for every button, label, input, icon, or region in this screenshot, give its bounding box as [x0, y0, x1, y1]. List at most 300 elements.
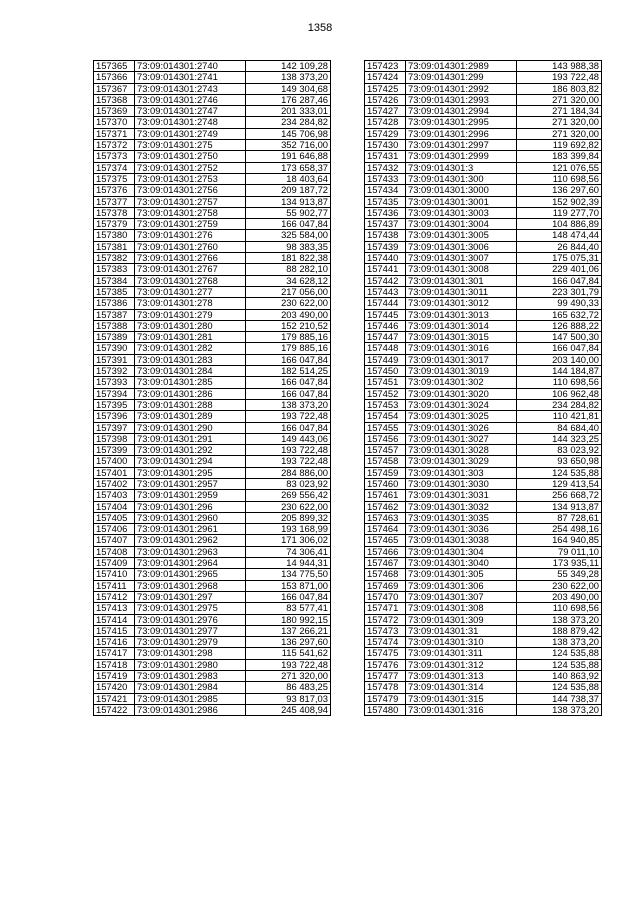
table-row	[94, 219, 331, 230]
value-cell: 104 886,89	[517, 219, 602, 230]
value-cell: 193 168,99	[246, 524, 331, 535]
row-number-cell: 157461	[365, 490, 406, 501]
value-cell: 124 535,88	[517, 659, 602, 670]
cadastral-number-cell: 73:09:014301:3029	[406, 456, 517, 467]
value-cell: 26 844,40	[517, 241, 602, 252]
row-number-cell: 157440	[365, 253, 406, 264]
row-number-cell: 157471	[365, 603, 406, 614]
cadastral-number-cell: 73:09:014301:294	[135, 456, 246, 467]
table-row	[94, 94, 331, 105]
row-number-cell: 157447	[365, 332, 406, 343]
row-number-cell: 157377	[94, 196, 135, 207]
table-row	[94, 558, 331, 569]
cadastral-number-cell: 73:09:014301:282	[135, 343, 246, 354]
value-cell: 175 075,31	[517, 253, 602, 264]
row-number-cell: 157430	[365, 140, 406, 151]
cadastral-number-cell: 73:09:014301:2767	[135, 264, 246, 275]
cadastral-number-cell: 73:09:014301:2976	[135, 614, 246, 625]
row-number-cell: 157434	[365, 185, 406, 196]
table-row	[365, 433, 602, 444]
row-number-cell: 157409	[94, 558, 135, 569]
value-cell: 144 738,37	[517, 693, 602, 704]
row-number-cell: 157451	[365, 377, 406, 388]
row-number-cell: 157391	[94, 354, 135, 365]
cadastral-number-cell: 73:09:014301:2996	[406, 128, 517, 139]
value-cell: 173 935,11	[517, 558, 602, 569]
cadastral-number-cell: 73:09:014301:278	[135, 298, 246, 309]
cadastral-number-cell: 73:09:014301:2995	[406, 117, 517, 128]
cadastral-number-cell: 73:09:014301:3020	[406, 388, 517, 399]
cadastral-number-cell: 73:09:014301:2980	[135, 659, 246, 670]
row-number-cell: 157387	[94, 309, 135, 320]
value-cell: 115 541,62	[246, 648, 331, 659]
value-cell: 191 646,88	[246, 151, 331, 162]
row-number-cell: 157443	[365, 286, 406, 297]
table-row	[94, 117, 331, 128]
cadastral-number-cell: 73:09:014301:291	[135, 433, 246, 444]
table-row	[94, 366, 331, 377]
table-row	[94, 659, 331, 670]
value-cell: 176 287,46	[246, 94, 331, 105]
row-number-cell: 157436	[365, 207, 406, 218]
row-number-cell: 157433	[365, 173, 406, 184]
cadastral-number-cell: 73:09:014301:2752	[135, 162, 246, 173]
cadastral-number-cell: 73:09:014301:312	[406, 659, 517, 670]
cadastral-number-cell: 73:09:014301:301	[406, 275, 517, 286]
table-row	[94, 512, 331, 523]
cadastral-number-cell: 73:09:014301:2992	[406, 83, 517, 94]
table-row	[365, 151, 602, 162]
row-number-cell: 157422	[94, 704, 135, 715]
row-number-cell: 157424	[365, 72, 406, 83]
row-number-cell: 157385	[94, 286, 135, 297]
table-row	[94, 298, 331, 309]
value-cell: 179 885,16	[246, 332, 331, 343]
value-cell: 164 940,85	[517, 535, 602, 546]
value-cell: 86 483,25	[246, 682, 331, 693]
cadastral-number-cell: 73:09:014301:277	[135, 286, 246, 297]
cadastral-number-cell: 73:09:014301:313	[406, 671, 517, 682]
value-cell: 87 728,61	[517, 512, 602, 523]
cadastral-number-cell: 73:09:014301:2983	[135, 671, 246, 682]
row-number-cell: 157395	[94, 399, 135, 410]
row-number-cell: 157415	[94, 625, 135, 636]
value-cell: 126 888,22	[517, 320, 602, 331]
row-number-cell: 157423	[365, 61, 406, 72]
cadastral-number-cell: 73:09:014301:3005	[406, 230, 517, 241]
value-cell: 271 320,00	[517, 94, 602, 105]
value-cell: 79 011,10	[517, 546, 602, 557]
table-row	[365, 569, 602, 580]
cadastral-number-cell: 73:09:014301:2747	[135, 106, 246, 117]
table-row	[365, 286, 602, 297]
table-row	[365, 558, 602, 569]
value-cell: 166 047,84	[246, 377, 331, 388]
value-cell: 137 266,21	[246, 625, 331, 636]
cadastral-number-cell: 73:09:014301:298	[135, 648, 246, 659]
value-cell: 166 047,84	[517, 343, 602, 354]
cadastral-number-cell: 73:09:014301:2766	[135, 253, 246, 264]
value-cell: 55 349,28	[517, 569, 602, 580]
row-number-cell: 157370	[94, 117, 135, 128]
cadastral-number-cell: 73:09:014301:2748	[135, 117, 246, 128]
value-cell: 14 944,31	[246, 558, 331, 569]
cadastral-number-cell: 73:09:014301:308	[406, 603, 517, 614]
table-row	[365, 61, 602, 72]
value-cell: 193 722,48	[246, 445, 331, 456]
table-row	[94, 343, 331, 354]
table-row	[94, 320, 331, 331]
cadastral-number-cell: 73:09:014301:304	[406, 546, 517, 557]
value-cell: 171 306,02	[246, 535, 331, 546]
row-number-cell: 157366	[94, 72, 135, 83]
cadastral-number-cell: 73:09:014301:3031	[406, 490, 517, 501]
value-cell: 166 047,84	[246, 354, 331, 365]
table-row	[94, 671, 331, 682]
cadastral-number-cell: 73:09:014301:302	[406, 377, 517, 388]
value-cell: 193 722,48	[246, 456, 331, 467]
cadastral-number-cell: 73:09:014301:3017	[406, 354, 517, 365]
table-row	[94, 693, 331, 704]
table-row	[94, 580, 331, 591]
cadastral-number-cell: 73:09:014301:3006	[406, 241, 517, 252]
table-row	[94, 399, 331, 410]
cadastral-number-cell: 73:09:014301:314	[406, 682, 517, 693]
row-number-cell: 157399	[94, 445, 135, 456]
row-number-cell: 157464	[365, 524, 406, 535]
cadastral-number-cell: 73:09:014301:315	[406, 693, 517, 704]
cadastral-number-cell: 73:09:014301:3008	[406, 264, 517, 275]
value-cell: 145 706,98	[246, 128, 331, 139]
row-number-cell: 157426	[365, 94, 406, 105]
table-row	[94, 286, 331, 297]
table-row	[94, 241, 331, 252]
table-row	[94, 411, 331, 422]
cadastral-number-cell: 73:09:014301:311	[406, 648, 517, 659]
cadastral-number-cell: 73:09:014301:297	[135, 591, 246, 602]
cadastral-number-cell: 73:09:014301:2768	[135, 275, 246, 286]
value-cell: 142 109,28	[246, 61, 331, 72]
table-row	[365, 512, 602, 523]
cadastral-number-cell: 73:09:014301:3001	[406, 196, 517, 207]
value-cell: 165 632,72	[517, 309, 602, 320]
row-number-cell: 157435	[365, 196, 406, 207]
cadastral-number-cell: 73:09:014301:2963	[135, 546, 246, 557]
cadastral-number-cell: 73:09:014301:2964	[135, 558, 246, 569]
cadastral-number-cell: 73:09:014301:3019	[406, 366, 517, 377]
row-number-cell: 157420	[94, 682, 135, 693]
table-row	[365, 241, 602, 252]
value-cell: 93 650,98	[517, 456, 602, 467]
row-number-cell: 157380	[94, 230, 135, 241]
table-row	[94, 128, 331, 139]
value-cell: 93 817,03	[246, 693, 331, 704]
table-row	[365, 106, 602, 117]
cadastral-number-cell: 73:09:014301:3038	[406, 535, 517, 546]
row-number-cell: 157454	[365, 411, 406, 422]
cadastral-number-cell: 73:09:014301:2999	[406, 151, 517, 162]
row-number-cell: 157438	[365, 230, 406, 241]
table-row	[365, 625, 602, 636]
table-row	[365, 354, 602, 365]
value-cell: 203 140,00	[517, 354, 602, 365]
row-number-cell: 157442	[365, 275, 406, 286]
register-table-right	[364, 60, 602, 716]
row-number-cell: 157383	[94, 264, 135, 275]
cadastral-number-cell: 73:09:014301:3024	[406, 399, 517, 410]
cadastral-number-cell: 73:09:014301:289	[135, 411, 246, 422]
cadastral-number-cell: 73:09:014301:2758	[135, 207, 246, 218]
value-cell: 129 413,54	[517, 478, 602, 489]
value-cell: 217 056,00	[246, 286, 331, 297]
row-number-cell: 157467	[365, 558, 406, 569]
table-row	[365, 275, 602, 286]
cadastral-number-cell: 73:09:014301:306	[406, 580, 517, 591]
cadastral-number-cell: 73:09:014301:2960	[135, 512, 246, 523]
table-row	[94, 478, 331, 489]
value-cell: 121 076,55	[517, 162, 602, 173]
cadastral-number-cell: 73:09:014301:2757	[135, 196, 246, 207]
row-number-cell: 157414	[94, 614, 135, 625]
cadastral-number-cell: 73:09:014301:284	[135, 366, 246, 377]
table-row	[365, 388, 602, 399]
value-cell: 271 320,00	[246, 671, 331, 682]
row-number-cell: 157372	[94, 140, 135, 151]
row-number-cell: 157437	[365, 219, 406, 230]
table-row	[94, 264, 331, 275]
value-cell: 119 692,82	[517, 140, 602, 151]
value-cell: 140 863,92	[517, 671, 602, 682]
table-row	[365, 94, 602, 105]
cadastral-number-cell: 73:09:014301:2746	[135, 94, 246, 105]
row-number-cell: 157369	[94, 106, 135, 117]
table-row	[365, 467, 602, 478]
cadastral-number-cell: 73:09:014301:283	[135, 354, 246, 365]
table-row	[94, 83, 331, 94]
table-row	[365, 614, 602, 625]
value-cell: 245 408,94	[246, 704, 331, 715]
row-number-cell: 157468	[365, 569, 406, 580]
value-cell: 148 474,44	[517, 230, 602, 241]
table-row	[365, 648, 602, 659]
table-row	[365, 117, 602, 128]
cadastral-number-cell: 73:09:014301:299	[406, 72, 517, 83]
cadastral-number-cell: 73:09:014301:3032	[406, 501, 517, 512]
row-number-cell: 157388	[94, 320, 135, 331]
row-number-cell: 157401	[94, 467, 135, 478]
value-cell: 325 584,00	[246, 230, 331, 241]
value-cell: 203 490,00	[246, 309, 331, 320]
row-number-cell: 157429	[365, 128, 406, 139]
table-row	[94, 546, 331, 557]
cadastral-number-cell: 73:09:014301:3015	[406, 332, 517, 343]
row-number-cell: 157479	[365, 693, 406, 704]
table-row	[94, 625, 331, 636]
cadastral-number-cell: 73:09:014301:2760	[135, 241, 246, 252]
value-cell: 271 184,34	[517, 106, 602, 117]
value-cell: 138 373,20	[517, 704, 602, 715]
value-cell: 271 320,00	[517, 117, 602, 128]
row-number-cell: 157396	[94, 411, 135, 422]
table-row	[94, 151, 331, 162]
value-cell: 152 902,39	[517, 196, 602, 207]
row-number-cell: 157441	[365, 264, 406, 275]
table-row	[365, 196, 602, 207]
value-cell: 147 500,30	[517, 332, 602, 343]
row-number-cell: 157374	[94, 162, 135, 173]
table-row	[365, 207, 602, 218]
table-row	[94, 648, 331, 659]
table-row	[365, 343, 602, 354]
row-number-cell: 157417	[94, 648, 135, 659]
value-cell: 83 023,92	[517, 445, 602, 456]
value-cell: 34 628,12	[246, 275, 331, 286]
table-row	[94, 433, 331, 444]
cadastral-number-cell: 73:09:014301:2741	[135, 72, 246, 83]
row-number-cell: 157474	[365, 637, 406, 648]
cadastral-number-cell: 73:09:014301:305	[406, 569, 517, 580]
row-number-cell: 157452	[365, 388, 406, 399]
cadastral-number-cell: 73:09:014301:2961	[135, 524, 246, 535]
cadastral-number-cell: 73:09:014301:2962	[135, 535, 246, 546]
value-cell: 166 047,84	[246, 422, 331, 433]
row-number-cell: 157477	[365, 671, 406, 682]
value-cell: 166 047,84	[246, 219, 331, 230]
value-cell: 88 282,10	[246, 264, 331, 275]
table-row	[94, 332, 331, 343]
value-cell: 201 333,01	[246, 106, 331, 117]
value-cell: 124 535,88	[517, 648, 602, 659]
value-cell: 136 297,60	[246, 637, 331, 648]
row-number-cell: 157416	[94, 637, 135, 648]
row-number-cell: 157392	[94, 366, 135, 377]
row-number-cell: 157445	[365, 309, 406, 320]
cadastral-number-cell: 73:09:014301:2994	[406, 106, 517, 117]
value-cell: 179 885,16	[246, 343, 331, 354]
value-cell: 173 658,37	[246, 162, 331, 173]
row-number-cell: 157418	[94, 659, 135, 670]
table-row	[94, 490, 331, 501]
table-row	[365, 298, 602, 309]
row-number-cell: 157407	[94, 535, 135, 546]
row-number-cell: 157413	[94, 603, 135, 614]
cadastral-number-cell: 73:09:014301:276	[135, 230, 246, 241]
value-cell: 144 323,25	[517, 433, 602, 444]
table-row	[365, 83, 602, 94]
row-number-cell: 157460	[365, 478, 406, 489]
cadastral-number-cell: 73:09:014301:2740	[135, 61, 246, 72]
value-cell: 110 698,56	[517, 377, 602, 388]
table-row	[94, 230, 331, 241]
row-number-cell: 157397	[94, 422, 135, 433]
cadastral-number-cell: 73:09:014301:285	[135, 377, 246, 388]
value-cell: 193 722,48	[517, 72, 602, 83]
value-cell: 166 047,84	[246, 388, 331, 399]
row-number-cell: 157386	[94, 298, 135, 309]
row-number-cell: 157465	[365, 535, 406, 546]
row-number-cell: 157428	[365, 117, 406, 128]
cadastral-number-cell: 73:09:014301:2985	[135, 693, 246, 704]
row-number-cell: 157476	[365, 659, 406, 670]
cadastral-number-cell: 73:09:014301:2989	[406, 61, 517, 72]
row-number-cell: 157456	[365, 433, 406, 444]
value-cell: 134 913,87	[517, 501, 602, 512]
table-row	[365, 185, 602, 196]
value-cell: 143 988,38	[517, 61, 602, 72]
value-cell: 352 716,00	[246, 140, 331, 151]
cadastral-number-cell: 73:09:014301:307	[406, 591, 517, 602]
cadastral-number-cell: 73:09:014301:2984	[135, 682, 246, 693]
value-cell: 83 577,41	[246, 603, 331, 614]
row-number-cell: 157425	[365, 83, 406, 94]
value-cell: 193 722,48	[246, 659, 331, 670]
table-row	[365, 456, 602, 467]
value-cell: 230 622,00	[246, 501, 331, 512]
cadastral-number-cell: 73:09:014301:310	[406, 637, 517, 648]
cadastral-number-cell: 73:09:014301:31	[406, 625, 517, 636]
cadastral-number-cell: 73:09:014301:2975	[135, 603, 246, 614]
cadastral-number-cell: 73:09:014301:3004	[406, 219, 517, 230]
value-cell: 181 822,38	[246, 253, 331, 264]
value-cell: 134 775,50	[246, 569, 331, 580]
table-row	[94, 72, 331, 83]
cadastral-number-cell: 73:09:014301:3040	[406, 558, 517, 569]
value-cell: 229 401,06	[517, 264, 602, 275]
table-row	[365, 377, 602, 388]
table-row	[365, 524, 602, 535]
table-row	[94, 614, 331, 625]
cadastral-number-cell: 73:09:014301:2993	[406, 94, 517, 105]
row-number-cell: 157408	[94, 546, 135, 557]
value-cell: 134 913,87	[246, 196, 331, 207]
cadastral-number-cell: 73:09:014301:3028	[406, 445, 517, 456]
table-row	[94, 445, 331, 456]
value-cell: 193 722,48	[246, 411, 331, 422]
table-row	[94, 173, 331, 184]
row-number-cell: 157450	[365, 366, 406, 377]
register-table-left	[93, 60, 331, 716]
row-number-cell: 157455	[365, 422, 406, 433]
value-cell: 98 383,35	[246, 241, 331, 252]
value-cell: 119 277,70	[517, 207, 602, 218]
table-row	[94, 456, 331, 467]
value-cell: 271 320,00	[517, 128, 602, 139]
table-row	[94, 637, 331, 648]
table-row	[94, 704, 331, 715]
table-row	[365, 693, 602, 704]
value-cell: 203 490,00	[517, 591, 602, 602]
row-number-cell: 157412	[94, 591, 135, 602]
cadastral-number-cell: 73:09:014301:3036	[406, 524, 517, 535]
table-row	[365, 173, 602, 184]
table-row	[365, 637, 602, 648]
table-row	[365, 320, 602, 331]
value-cell: 182 514,25	[246, 366, 331, 377]
value-cell: 106 962,48	[517, 388, 602, 399]
row-number-cell: 157398	[94, 433, 135, 444]
cadastral-number-cell: 73:09:014301:275	[135, 140, 246, 151]
table-row	[365, 671, 602, 682]
cadastral-number-cell: 73:09:014301:3026	[406, 422, 517, 433]
cadastral-number-cell: 73:09:014301:303	[406, 467, 517, 478]
cadastral-number-cell: 73:09:014301:2959	[135, 490, 246, 501]
row-number-cell: 157404	[94, 501, 135, 512]
value-cell: 205 899,32	[246, 512, 331, 523]
cadastral-number-cell: 73:09:014301:3007	[406, 253, 517, 264]
table-row	[365, 411, 602, 422]
page-number: 1358	[307, 22, 333, 34]
table-row	[94, 185, 331, 196]
